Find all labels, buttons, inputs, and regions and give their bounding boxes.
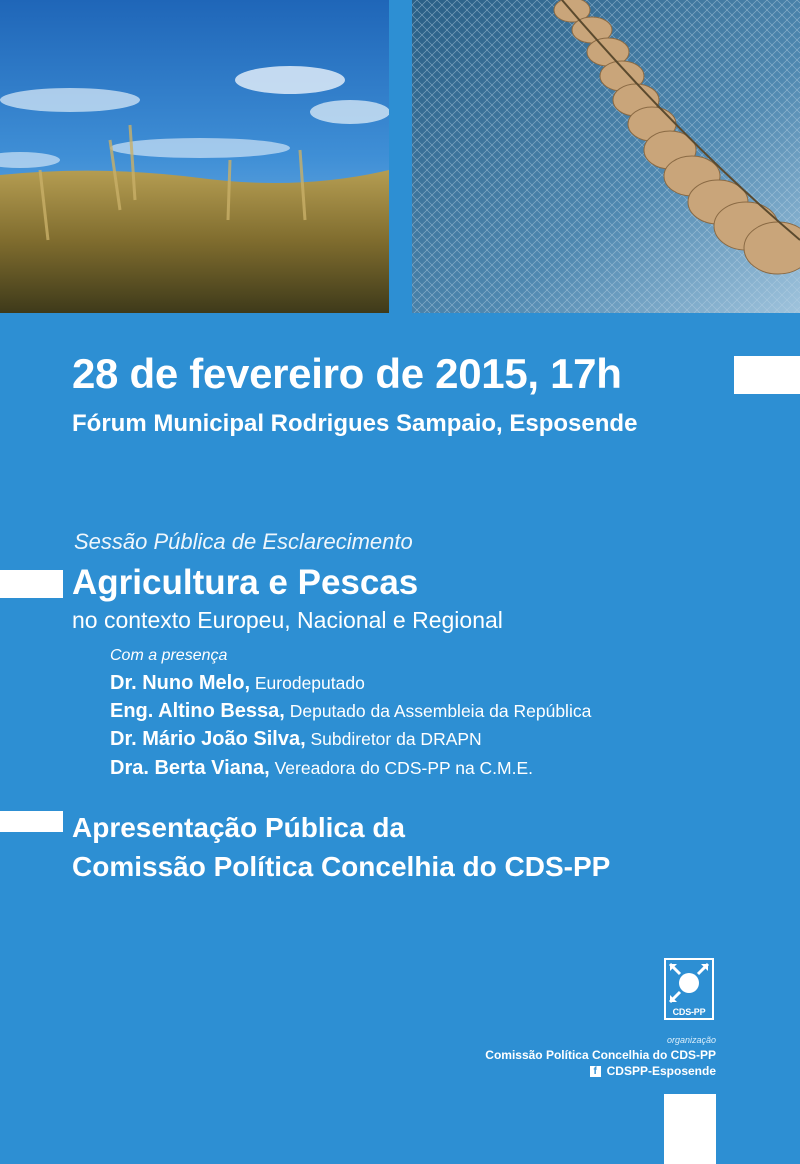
facebook-page-name: CDSPP-Esposende — [606, 1064, 716, 1078]
facebook-icon: f — [590, 1066, 601, 1077]
guest-role: Eurodeputado — [254, 673, 365, 693]
organizer-name: Comissão Política Concelhia do CDS-PP — [485, 1048, 716, 1062]
accent-bar-date — [734, 356, 800, 394]
guest-role: Deputado da Assembleia da República — [289, 701, 592, 721]
session-subtitle: Sessão Pública de Esclarecimento — [74, 529, 413, 554]
guest-name: Dr. Nuno Melo, — [110, 672, 250, 694]
accent-bar-title — [0, 570, 63, 598]
presentation-heading — [72, 808, 610, 886]
guest-role: Subdiretor da DRAPN — [310, 729, 482, 749]
wheat-field-photo — [0, 0, 389, 313]
guest-row — [110, 672, 365, 695]
presentation-line-1: Apresentação Pública da — [72, 812, 406, 843]
guest-name: Dra. Berta Viana, — [110, 757, 270, 779]
organizer-facebook[interactable] — [590, 1064, 716, 1078]
organizer-label: organização — [666, 1035, 716, 1045]
guest-row — [110, 700, 591, 723]
logo-text: CDS-PP — [672, 1007, 706, 1017]
event-date-time: 28 de fevereiro de 2015, 17h — [72, 350, 622, 397]
session-title: Agricultura e Pescas — [72, 563, 419, 602]
session-context: no contexto Europeu, Nacional e Regional — [72, 607, 503, 633]
guest-row — [110, 757, 533, 780]
guest-name: Dr. Mário João Silva, — [110, 728, 306, 750]
accent-bar-bottom — [664, 1094, 716, 1164]
fishing-net-photo — [412, 0, 800, 313]
presence-intro: Com a presença — [110, 647, 228, 664]
event-venue: Fórum Municipal Rodrigues Sampaio, Esposende — [72, 410, 638, 437]
cds-pp-logo — [664, 958, 714, 1020]
presentation-line-2: Comissão Política Concelhia do CDS-PP — [72, 851, 611, 882]
accent-bar-presentation — [0, 811, 63, 832]
logo-emblem-icon — [666, 960, 712, 1006]
guest-row — [110, 728, 482, 751]
guest-name: Eng. Altino Bessa, — [110, 700, 285, 722]
guest-role: Vereadora do CDS-PP na C.M.E. — [274, 758, 534, 778]
